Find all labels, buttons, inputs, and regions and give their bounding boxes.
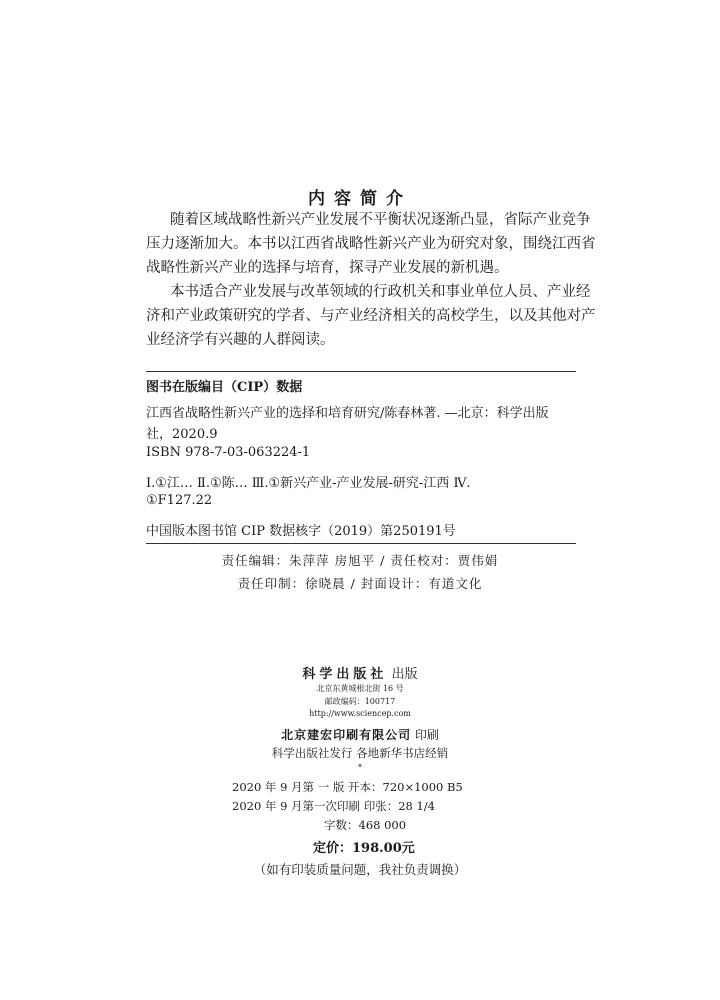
edition-line: 2020 年 9 月第 一 版 开本：720×1000 B5 bbox=[232, 780, 463, 794]
credits-line-2: 责任印制：徐晓晨 / 封面设计：有道文化 bbox=[237, 576, 483, 591]
printer-line bbox=[0, 726, 720, 743]
cip-heading: 图书在版编目（CIP）数据 bbox=[146, 380, 303, 395]
price-line: 定价：198.00元 bbox=[313, 841, 415, 856]
printer-role: 印刷 bbox=[414, 728, 439, 742]
intro-paragraph-1-line-1: 随着区域战略性新兴产业发展不平衡状况逐渐凸显，省际产业竞争 bbox=[170, 212, 591, 228]
publisher-role: 出版 bbox=[391, 667, 418, 682]
cip-line-4: Ⅰ.①江… Ⅱ.①陈… Ⅲ.①新兴产业-产业发展-研究-江西 Ⅳ. bbox=[146, 476, 471, 491]
printing-line: 2020 年 9 月第一次印刷 印张：28 1/4 bbox=[232, 799, 436, 813]
publisher-address: 北京东黄城根北街 16 号 bbox=[316, 684, 404, 693]
cip-line-5: ①F127.22 bbox=[146, 493, 213, 508]
publisher-name: 科学出版社 bbox=[302, 667, 388, 682]
cip-line-3: ISBN 978-7-03-063224-1 bbox=[146, 445, 311, 460]
intro-paragraph-1-line-2: 压力逐渐加大。本书以江西省战略性新兴产业为研究对象，围绕江西省 bbox=[146, 236, 596, 252]
intro-paragraph-2-line-1: 本书适合产业发展与改革领域的行政机关和事业单位人员、产业经 bbox=[170, 284, 591, 300]
intro-paragraph-2-line-3: 业经济学有兴趣的人群阅读。 bbox=[146, 332, 335, 348]
cip-line-1: 江西省战略性新兴产业的选择和培育研究/陈春林著. —北京：科学出版 bbox=[146, 406, 549, 421]
publisher-postcode: 邮政编码：100717 bbox=[324, 697, 396, 706]
intro-title: 内容简介 bbox=[308, 189, 412, 209]
notice-line: （如有印装质量问题，我社负责调换） bbox=[253, 862, 467, 877]
intro-paragraph-2-line-2: 济和产业政策研究的学者、与产业经济相关的高校学生，以及其他对产 bbox=[146, 308, 596, 324]
publisher-url: http://www.sciencep.com bbox=[309, 709, 411, 718]
publisher-line bbox=[0, 663, 720, 682]
separator-star: * bbox=[358, 763, 362, 772]
wordcount-line: 字数：468 000 bbox=[324, 818, 407, 832]
cip-line-6: 中国版本图书馆 CIP 数据核字（2019）第250191号 bbox=[146, 524, 456, 539]
cip-top-rule bbox=[146, 371, 576, 372]
cip-bottom-rule bbox=[146, 543, 576, 544]
cip-line-2: 社，2020.9 bbox=[146, 427, 218, 442]
intro-paragraph-1-line-3: 战略性新兴产业的选择与培育，探寻产业发展的新机遇。 bbox=[146, 260, 509, 276]
distribution-line: 科学出版社发行 各地新华书店经销 bbox=[271, 746, 449, 760]
credits-line-1: 责任编辑：朱萍萍 房旭平 / 责任校对：贾伟娟 bbox=[221, 553, 499, 568]
printer-name: 北京建宏印刷有限公司 bbox=[281, 728, 412, 742]
